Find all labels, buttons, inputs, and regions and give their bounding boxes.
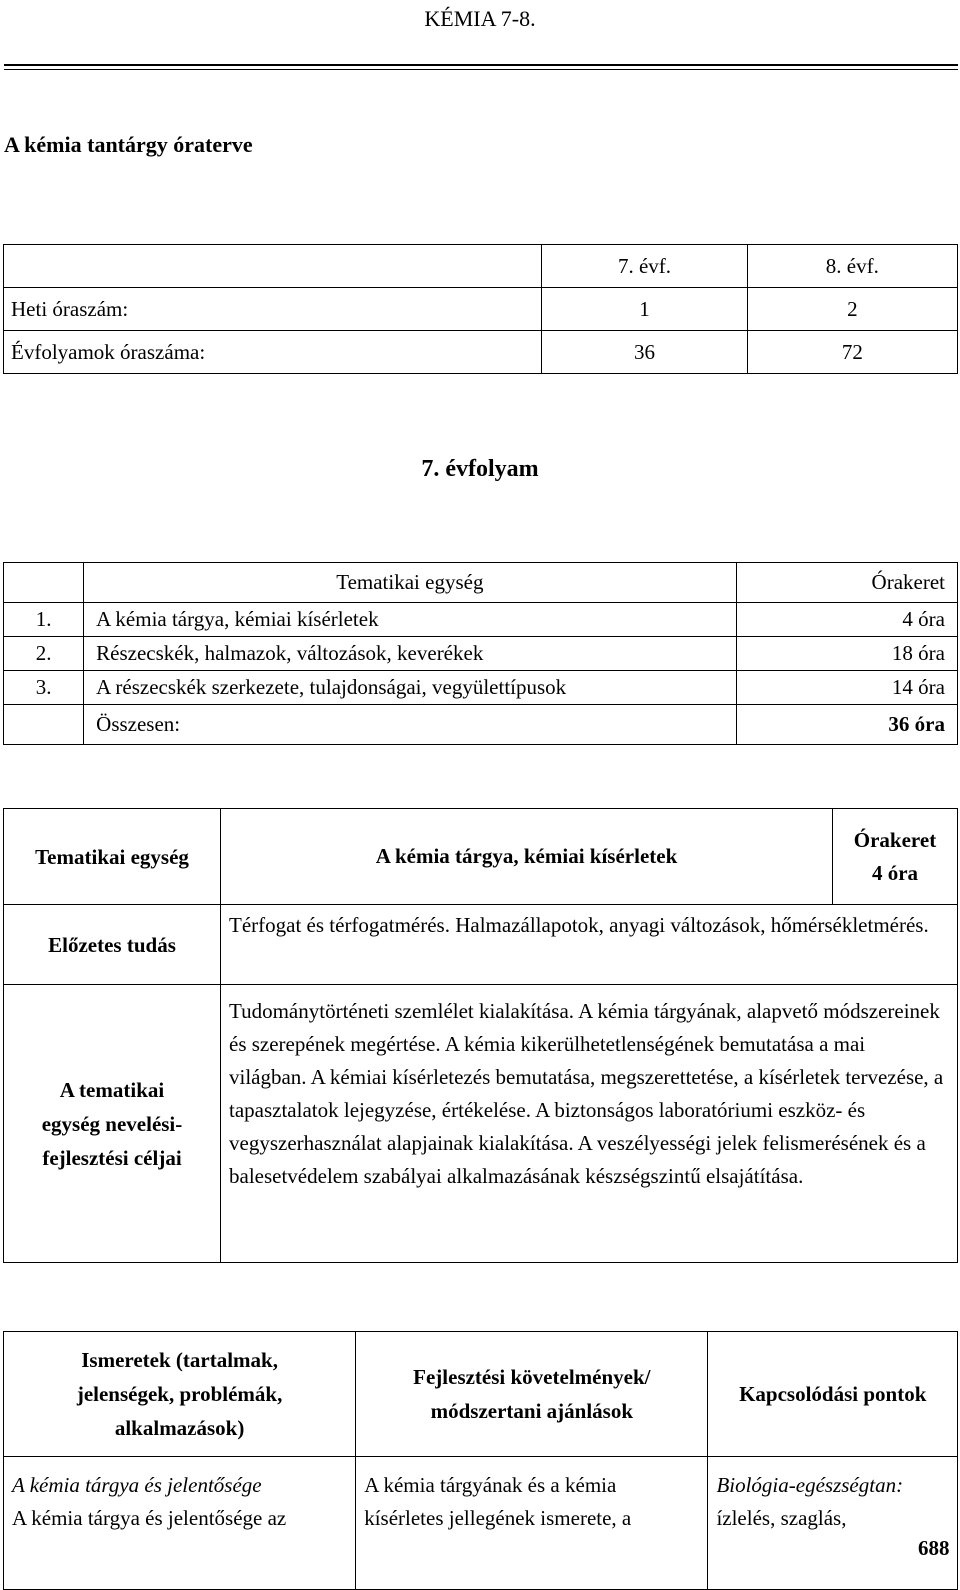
content-subheading: A kémia tárgya és jelentősége (12, 1473, 262, 1497)
table-row (4, 671, 958, 705)
content-knowledge-cell (4, 1457, 356, 1590)
header-line: jelenségek, problémák, (76, 1382, 283, 1406)
table-row (4, 603, 958, 637)
table-cell: 36 (542, 331, 747, 374)
content-text: A kémia tárgyának és a kémia (364, 1473, 617, 1497)
hours-table (3, 244, 958, 374)
table-cell: A kémia tárgya, kémiai kísérletek (84, 603, 736, 637)
table-cell: 72 (747, 331, 957, 374)
goals-label-line: fejlesztési céljai (42, 1145, 182, 1170)
header-rule (4, 64, 958, 66)
content-header-requirements (356, 1332, 708, 1457)
unit-topic-label: Tematikai egység (4, 809, 221, 905)
table-header-cell: Tematikai egység (84, 563, 736, 603)
unit-table (3, 808, 958, 1263)
goals-label-line: A tematikai (59, 1077, 165, 1102)
header-rule-thin (4, 69, 958, 70)
content-text: A kémia tárgya és jelentősége az (12, 1506, 287, 1530)
content-text: ízlelés, szaglás, (716, 1506, 847, 1530)
topics-table (3, 562, 958, 745)
prior-knowledge-text: Térfogat és térfogatmérés. Halmazállapotok, anyagi változások, hőmérsékletmérés. (221, 905, 958, 985)
table-cell: 2. (4, 637, 84, 671)
unit-hours-label: Órakeret (853, 827, 937, 852)
table-header-cell (4, 245, 542, 288)
content-text: kísérletes jellegének ismerete, a (364, 1506, 632, 1530)
goals-label (4, 985, 221, 1263)
table-row (4, 809, 958, 905)
header-line: módszertani ajánlások (430, 1399, 634, 1423)
total-hours: 36 óra (736, 705, 957, 745)
content-table (3, 1331, 958, 1590)
content-header-knowledge (4, 1332, 356, 1457)
table-row (4, 288, 958, 331)
page-header-title: KÉMIA 7-8. (424, 6, 536, 31)
table-row (4, 245, 958, 288)
table-header-cell: 8. évf. (747, 245, 957, 288)
table-cell: 14 óra (736, 671, 957, 705)
unit-topic-name: A kémia tárgya, kémiai kísérletek (221, 809, 833, 905)
table-cell (4, 705, 84, 745)
table-header-cell (4, 563, 84, 603)
content-header-connections: Kapcsolódási pontok (708, 1332, 958, 1457)
table-row (4, 1457, 958, 1590)
table-row (4, 637, 958, 671)
goals-text: Tudománytörténeti szemlélet kialakítása. A kémia tárgyának, alapvető módszereinek és szerepének megértése. A kémia kikerülhetetlenségének bemutatása a mai világban. A kémiai kísérletezés bemutatása, megszerettetése, a kísérletek tervezése, a tapasztalatok lejegyzése, értékelése. A biztonságos laboratóriumi eszköz- és vegyszerhasználat alapjainak kialakítása. A veszélyességi jelek felismerésének és a balesetvédelem szabályai alkalmazásának készségszintű elsajátítása. (221, 985, 958, 1263)
unit-hours (833, 809, 958, 905)
table-row (4, 331, 958, 374)
table-cell: 2 (747, 288, 957, 331)
header-line: Ismeretek (tartalmak, (81, 1348, 278, 1372)
page-number: 688 (918, 1536, 950, 1560)
content-subheading: Biológia-egészségtan: (716, 1473, 904, 1497)
total-label: Összesen: (84, 705, 736, 745)
prior-knowledge-label: Előzetes tudás (4, 905, 221, 985)
content-connections-cell (708, 1457, 958, 1590)
content-requirements-cell (356, 1457, 708, 1590)
table-cell: 3. (4, 671, 84, 705)
unit-hours-value: 4 óra (871, 860, 919, 885)
table-cell: Heti óraszám: (4, 288, 542, 331)
grade-title: 7. évfolyam (421, 456, 539, 482)
table-cell: Évfolyamok óraszáma: (4, 331, 542, 374)
table-cell: A részecskék szerkezete, tulajdonságai, vegyülettípusok (84, 671, 736, 705)
table-row (4, 905, 958, 985)
table-cell: 18 óra (736, 637, 957, 671)
section-title: A kémia tantárgy óraterve (4, 132, 253, 157)
goals-label-line: egység nevelési- (41, 1111, 183, 1136)
table-cell: 4 óra (736, 603, 957, 637)
table-cell: 1 (542, 288, 747, 331)
table-row (4, 705, 958, 745)
table-header-cell: 7. évf. (542, 245, 747, 288)
table-row (4, 1332, 958, 1457)
header-line: Fejlesztési követelmények/ (413, 1365, 651, 1389)
table-row (4, 563, 958, 603)
table-header-cell: Órakeret (736, 563, 957, 603)
table-cell: 1. (4, 603, 84, 637)
table-row (4, 985, 958, 1263)
header-line: alkalmazások) (114, 1416, 245, 1440)
table-cell: Részecskék, halmazok, változások, keverékek (84, 637, 736, 671)
